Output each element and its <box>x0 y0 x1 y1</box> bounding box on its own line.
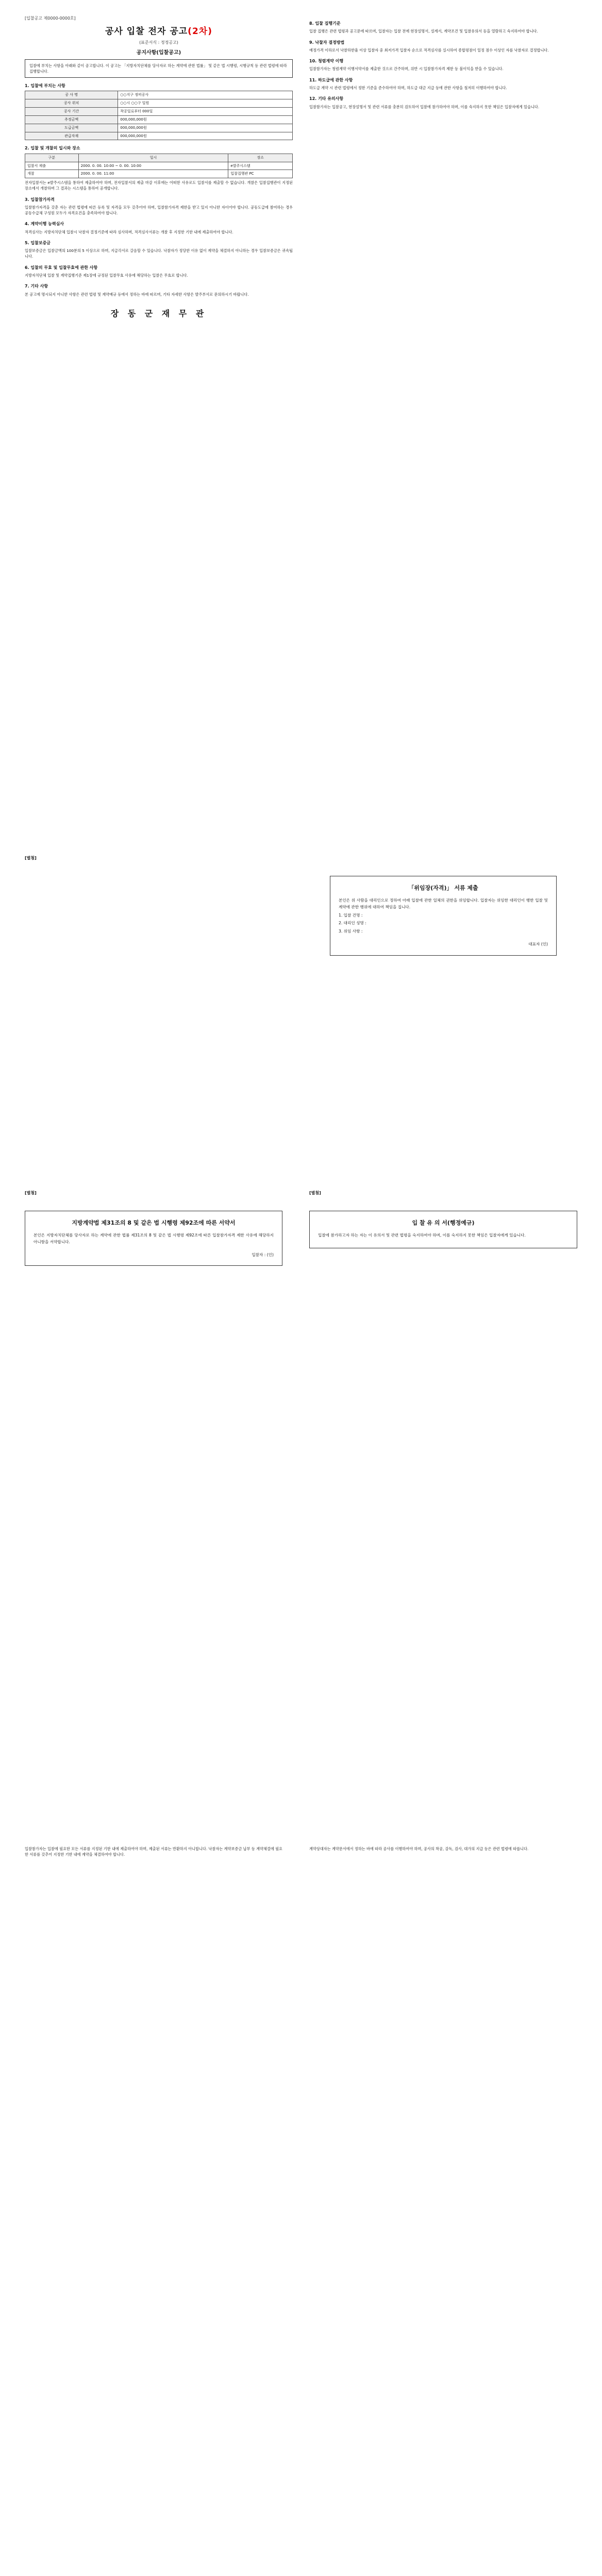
info-value: 000,000,000원 <box>118 132 293 140</box>
attach-label: [별첨] <box>25 856 37 860</box>
attach2-box <box>25 1211 282 1266</box>
page1-right-column <box>309 15 577 111</box>
info-value: 착공일로부터 000일 <box>118 108 293 116</box>
schedule-header: 일시 <box>78 154 228 162</box>
attach1-sign: 대표자 (인) <box>528 942 548 947</box>
schedule-header: 구분 <box>25 154 79 162</box>
attach-label: [별첨] <box>309 1191 321 1195</box>
attach1-title: 「위임장(자격)」 서류 제출 <box>408 885 478 891</box>
attach2-sign: 입찰자 : (인) <box>252 1252 274 1257</box>
section-title: 10. 청렴계약 이행 <box>309 59 344 64</box>
attach1-item: 2. 대리인 성명 : <box>339 921 366 926</box>
attach2-title: 지방계약법 제31조의 8 및 같은 법 시행령 제92조에 따른 서약서 <box>72 1219 236 1226</box>
info-row <box>25 132 293 140</box>
section-title: 11. 하도급에 관한 사항 <box>309 77 353 82</box>
page-3 <box>0 1190 602 1499</box>
attach3-body: 입찰에 참가하고자 하는 자는 이 유의서 및 관련 법령을 숙지하여야 하며, 이를 숙지하지 못한 책임은 입찰자에게 있습니다. <box>318 1232 526 1238</box>
title-red: (2차) <box>188 26 212 37</box>
schedule-cell: 입찰집행관 PC <box>228 170 293 178</box>
page4-right <box>309 1844 577 1853</box>
schedule-header: 장소 <box>228 154 293 162</box>
intro-box: 입찰에 부치는 사항을 아래와 같이 공고합니다. 이 공고는 「지방자치단체를 당사자로 하는 계약에 관한 법률」 및 같은 법 시행령, 시행규칙 등 관련 법령에 따라 집행합니다. <box>25 59 293 78</box>
schedule-cell: 입찰서 제출 <box>25 162 79 170</box>
attach-label: [별첨] <box>25 1191 37 1195</box>
schedule-cell: 2000. 0. 00. 10:00 ~ 0. 00. 10:00 <box>78 162 228 170</box>
section-body: 지방자치단체 입찰 및 계약집행기준 제1장에 규정된 입찰무효 사유에 해당하는 입찰은 무효로 합니다. <box>25 273 188 278</box>
page5-text: 계약상대자는 계약문서에서 정하는 바에 따라 공사를 이행하여야 하며, 공사의 착공, 감독, 검사, 대가의 지급 등은 관련 법령에 따릅니다. <box>309 1846 529 1851</box>
page-4 <box>0 1844 602 2154</box>
section-title: 2. 입찰 및 개찰의 일시와 장소 <box>25 146 80 151</box>
schedule-row <box>25 170 293 178</box>
info-row <box>25 99 293 108</box>
title-main: 공사 입찰 전자 공고 <box>105 26 188 37</box>
page1-left-column <box>25 15 293 320</box>
info-row <box>25 115 293 124</box>
info-value: 000,000,000원 <box>118 115 293 124</box>
info-label: 도급금액 <box>25 124 118 132</box>
schedule-cell: 개찰 <box>25 170 79 178</box>
info-value: ○○지구 정비공사 <box>118 91 293 99</box>
section-body: 입찰참가자는 청렴계약 이행서약서를 제출한 것으로 간주하며, 위반 시 입찰참가자격 제한 등 불이익을 받을 수 있습니다. <box>309 66 504 72</box>
section-body: 입찰참가자격을 갖춘 자는 관련 법령에 따른 등록 및 자격을 모두 갖추어야 하며, 입찰참가자격 제한을 받고 있지 아니한 자이어야 합니다. 공동도급에 참여하는 경우 공동수급체 구성원 모두가 자격요건을 충족하여야 합니다. <box>25 205 293 216</box>
section-title: 9. 낙찰자 결정방법 <box>309 40 345 45</box>
info-row <box>25 108 293 116</box>
attach2-body: 본인은 지방자치단체를 당사자로 하는 계약에 관한 법률 제31조의 8 및 같은 법 시행령 제92조에 따른 입찰참가자격 제한 사유에 해당하지 아니함을 서약합니다. <box>34 1232 274 1244</box>
info-table <box>25 91 293 140</box>
section-title: 1. 입찰에 부치는 사항 <box>25 83 65 88</box>
section-title: 3. 입찰참가자격 <box>25 197 55 202</box>
section-title: 6. 입찰의 무효 및 입찰무효에 관한 사항 <box>25 265 98 270</box>
attach1-box <box>330 876 557 956</box>
header-note: [입찰공고 제0000-0000호] <box>25 16 76 21</box>
attach1-item: 3. 위임 사항 : <box>339 929 363 934</box>
section-title: 7. 기타 사항 <box>25 284 48 289</box>
info-label: 추정금액 <box>25 115 118 124</box>
section-body: 예정가격 이하로서 낙찰하한율 이상 입찰자 중 최저가격 입찰자 순으로 적격심사를 실시하여 종합평점이 일정 점수 이상인 자를 낙찰자로 결정합니다. <box>309 47 549 53</box>
section-title: 8. 입찰 집행기준 <box>309 21 341 26</box>
section-title: 4. 계약이행 능력심사 <box>25 222 64 227</box>
section-title: 12. 기타 유의사항 <box>309 96 344 101</box>
section-body: 본 공고에 명시되지 아니한 사항은 관련 법령 및 계약예규 등에서 정하는 바에 따르며, 기타 자세한 사항은 발주부서로 문의하시기 바랍니다. <box>25 292 249 297</box>
info-value: ○○시 ○○구 일원 <box>118 99 293 108</box>
page4-text: 입찰참가자는 입찰에 필요한 모든 서류를 지정된 기한 내에 제출하여야 하며, 제출된 서류는 반환하지 아니합니다. 낙찰자는 계약보증금 납부 등 계약체결에 필요한 서류를 갖추어 지정한 기한 내에 계약을 체결하여야 합니다. <box>25 1846 282 1857</box>
schedule-row <box>25 162 293 170</box>
page-2 <box>0 855 602 1113</box>
info-row <box>25 124 293 132</box>
attach1-body: 본인은 위 사람을 대리인으로 정하여 아래 입찰에 관한 일체의 권한을 위임합니다. 입찰자는 위임한 대리인이 행한 입찰 및 계약에 관한 행위에 대하여 책임을 집니다. <box>339 897 548 909</box>
schedule-table <box>25 154 293 179</box>
org-heading: 공지사항(입찰공고) <box>136 50 181 56</box>
attach3-title: 입 찰 유 의 서(행정예규) <box>412 1219 475 1226</box>
info-label: 공 사 명 <box>25 91 118 99</box>
info-label: 공사 위치 <box>25 99 118 108</box>
section-body: 입찰참가자는 입찰공고, 현장설명서 및 관련 서류를 충분히 검토하여 입찰에 참가하여야 하며, 이를 숙지하지 못한 책임은 입찰자에게 있습니다. <box>309 104 540 109</box>
page-1 <box>0 0 602 659</box>
info-row <box>25 91 293 99</box>
section-body: 입찰보증금은 입찰금액의 100분의 5 이상으로 하며, 지급각서로 갈음할 수 있습니다. 낙찰자가 정당한 이유 없이 계약을 체결하지 아니하는 경우 입찰보증금은 귀속됩니다. <box>25 248 293 259</box>
issuer-signature: 장 동 군 재 무 관 <box>110 308 207 318</box>
section-body: 입찰 집행은 관련 법령과 공고문에 따르며, 입찰자는 입찰 전에 현장설명서, 설계서, 계약조건 및 입찰유의서 등을 열람하고 숙지하여야 합니다. <box>309 29 538 34</box>
attach2-box-wrap <box>25 1211 282 1266</box>
section-title: 5. 입찰보증금 <box>25 240 51 245</box>
section-body: 적격심사는 지방자치단체 입찰시 낙찰자 결정기준에 따라 심사하며, 적격심사서류는 개찰 후 지정한 기한 내에 제출하여야 합니다. <box>25 229 233 234</box>
document-subtitle: (표준서식 : 정정공고) <box>139 40 178 45</box>
info-label: 공사 기간 <box>25 108 118 116</box>
page4-left <box>25 1844 282 1859</box>
section-body: 전자입찰서는 e발주시스템을 통하여 제출하여야 하며, 전자입찰서의 제출 마감 이후에는 어떠한 사유로도 입찰서를 제출할 수 없습니다. 개찰은 입찰집행관이 지정된 장소에서 개찰하며 그 결과는 시스템을 통하여 공개합니다. <box>25 180 293 191</box>
schedule-cell: e발주시스템 <box>228 162 293 170</box>
info-value: 000,000,000원 <box>118 124 293 132</box>
schedule-cell: 2000. 0. 00. 11:00 <box>78 170 228 178</box>
attach3-box <box>309 1211 577 1248</box>
document-title <box>25 25 293 38</box>
attach3-box-wrap <box>309 1211 577 1248</box>
attach1-item: 1. 입찰 건명 : <box>339 912 363 918</box>
attach1-box-wrap <box>330 876 557 956</box>
section-body: 하도급 계약 시 관련 법령에서 정한 기준을 준수하여야 하며, 하도급 대금 지급 등에 관한 사항을 철저히 이행하여야 합니다. <box>309 86 507 91</box>
info-label: 관급자재 <box>25 132 118 140</box>
